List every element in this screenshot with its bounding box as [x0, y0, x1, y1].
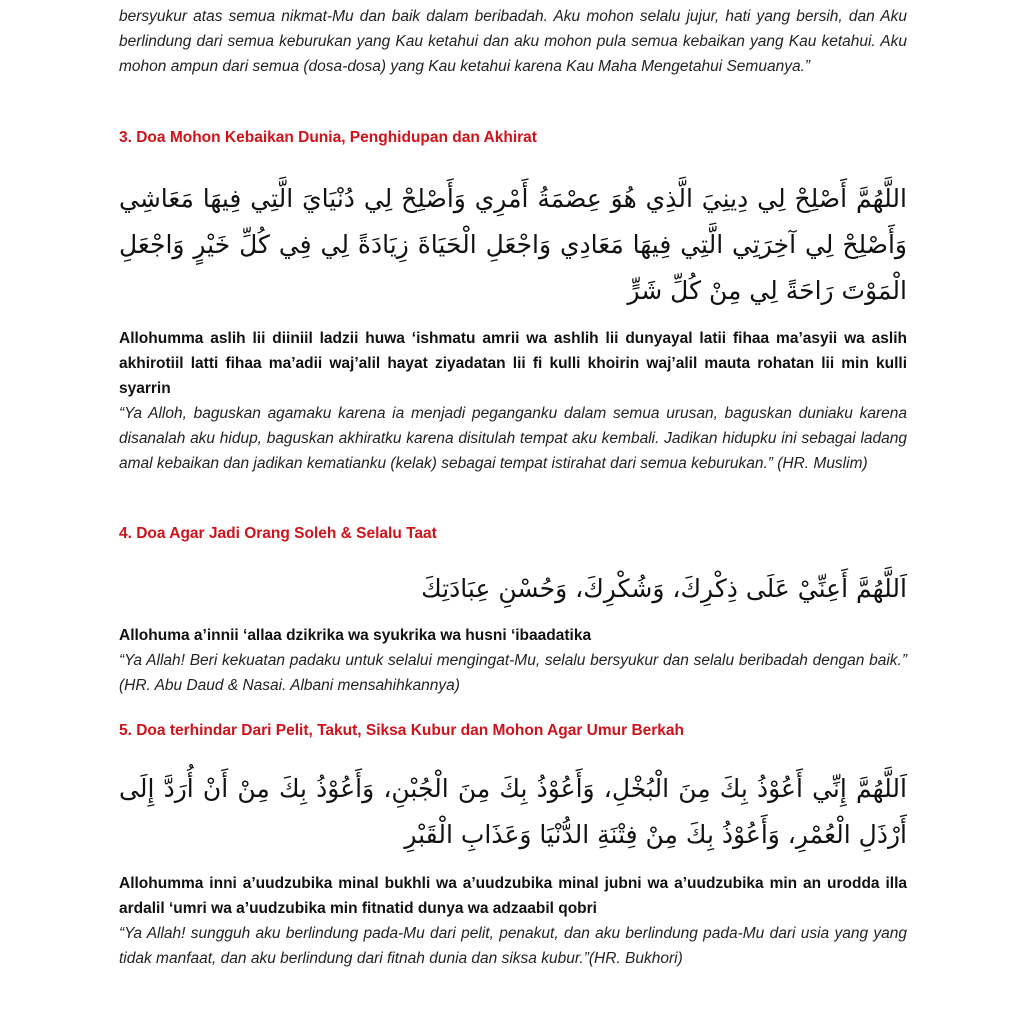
translation: “Ya Allah! sungguh aku berlindung pada-Mu dari pelit, penakut, dan aku berlindung pada-Mu dari usia yang yang tidak manfaat, dan aku berlindung dari fitnah dunia dan siksa kubur.”(HR. Bukhori): [119, 925, 907, 967]
transliteration: Allohumma aslih lii diiniil ladzii huwa ‘ishmatu amrii wa ashlih lii dunyayal latii fihaa ma’asyii wa aslih akhirotiil latti fihaa ma’adii waj’alil hayat ziyadatan lii fi kulli khoirin waj’alil mauta rohatan lii min kulli syarrin: [119, 330, 907, 397]
section-3-arabic-block: [119, 176, 907, 314]
section-heading: 4. Doa Agar Jadi Orang Soleh & Selalu Taat: [119, 525, 437, 542]
section-4: [119, 525, 907, 543]
transliteration: Allohumma inni a’uudzubika minal bukhli wa a’uudzubika minal jubni wa a’uudzubika min an urodda illa ardalil ‘umri wa a’uudzubika min fitnatid dunya wa adzaabil qobri: [119, 875, 907, 917]
section-3: [119, 129, 907, 147]
arabic-text: اَللَّهُمَّ أَعِنِّيْ عَلَى ذِكْرِكَ، وَشُكْرِكَ، وَحُسْنِ عِبَادَتِكَ: [421, 574, 907, 603]
section-5-body: [119, 871, 907, 971]
section-5-arabic-block: [119, 766, 907, 858]
arabic-text: اللَّهُمَّ أَصْلِحْ لِي دِينِيَ الَّذِي هُوَ عِصْمَةُ أَمْرِي وَأَصْلِحْ لِي دُنْيَايَ الَّتِي فِيهَا مَعَاشِي وَأَصْلِحْ لِي آخِرَتِي الَّتِي فِيهَا مَعَادِي وَاجْعَلِ الْحَيَاةَ زِيَادَةً لِي فِي كُلِّ خَيْرٍ وَاجْعَلِ الْمَوْتَ رَاحَةً لِي مِنْ كُلِّ شَرٍّ: [119, 184, 907, 305]
section-3-body: [119, 326, 907, 476]
arabic-text: اَللَّهُمَّ إِنِّي أَعُوْذُ بِكَ مِنَ الْبُخْلِ، وَأَعُوْذُ بِكَ مِنَ الْجُبْنِ، وَأَعُوْذُ بِكَ مِنْ أَنْ أُرَدَّ إِلَى أَرْذَلِ الْعُمْرِ، وَأَعُوْذُ بِكَ مِنْ فِتْنَةِ الدُّنْيَا وَعَذَابِ الْقَبْرِ: [119, 774, 907, 849]
section-heading: 3. Doa Mohon Kebaikan Dunia, Penghidupan dan Akhirat: [119, 129, 537, 146]
intro-block: [119, 4, 907, 79]
section-4-body: [119, 623, 907, 698]
section-heading: 5. Doa terhindar Dari Pelit, Takut, Siksa Kubur dan Mohon Agar Umur Berkah: [119, 722, 684, 739]
intro-translation: bersyukur atas semua nikmat-Mu dan baik dalam beribadah. Aku mohon selalu jujur, hati yang bersih, dan Aku berlindung dari semua keburukan yang Kau ketahui dan aku mohon pula semua kebaikan yang Kau ketahui. Aku mohon ampun dari semua (dosa-dosa) yang Kau ketahui karena Kau Maha Mengetahui Semuanya.”: [119, 8, 907, 75]
section-5: [119, 722, 907, 740]
section-4-arabic-block: [119, 566, 907, 612]
translation: “Ya Allah! Beri kekuatan padaku untuk selalui mengingat-Mu, selalu bersyukur dan selalu beribadah dengan baik.” (HR. Abu Daud & Nasai. Albani mensahihkannya): [119, 652, 907, 694]
transliteration: Allohuma a’innii ‘allaa dzikrika wa syukrika wa husni ‘ibaadatika: [119, 627, 592, 644]
translation: “Ya Alloh, baguskan agamaku karena ia menjadi peganganku dalam semua urusan, baguskan duniaku karena disanalah aku hidup, baguskan akhiratku karena disitulah tempat aku kembali. Jadikan hidupku ini sebagai ladang amal kebaikan dan jadikan kematianku (kelak) sebagai tempat istirahat dari semua keburukan.” (HR. Muslim): [119, 405, 907, 472]
